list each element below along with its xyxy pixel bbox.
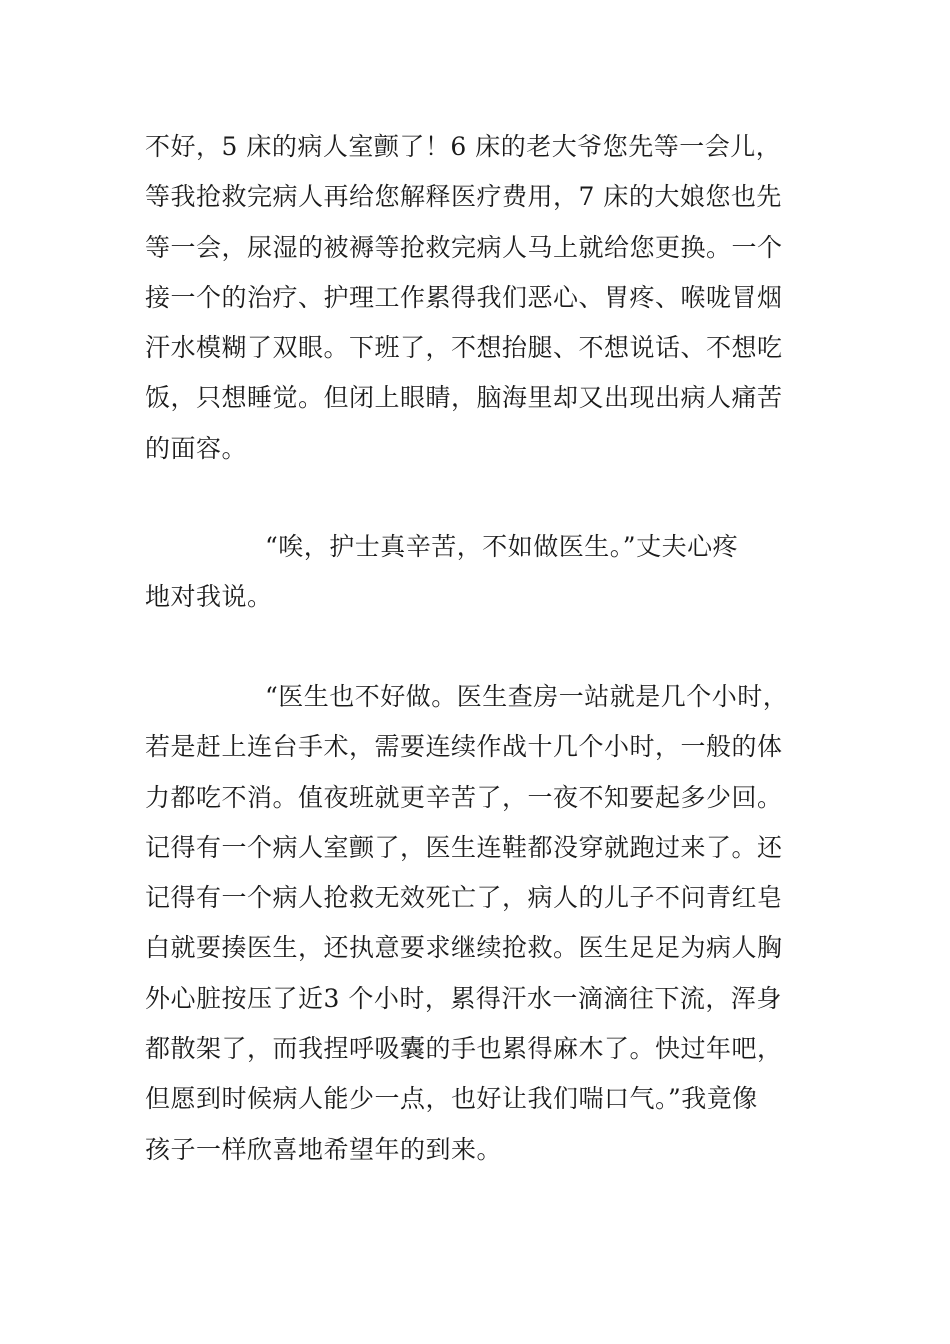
- paragraph-line: 都散架了，而我捏呼吸囊的手也累得麻木了。快过年吧，: [145, 1034, 783, 1064]
- paragraph-line: 记得有一个病人抢救无效死亡了，病人的儿子不问青红皂: [145, 883, 783, 913]
- paragraph-line: 力都吃不消。值夜班就更辛苦了，一夜不知要起多少回。: [145, 782, 783, 812]
- paragraph-line: 不好，5 床的病人室颤了！6 床的老大爷您先等一会儿，: [145, 132, 782, 161]
- paragraph-line: 若是赶上连台手术，需要连续作战十几个小时，一般的体: [145, 732, 783, 762]
- paragraph-line: 汗水模糊了双眼。下班了，不想抬腿、不想说话、不想吃: [145, 333, 783, 363]
- paragraph-line: 但愿到时候病人能少一点，也好让我们喘口气。”我竟像: [145, 1084, 758, 1114]
- paragraph-line: 等一会，尿湿的被褥等抢救完病人马上就给您更换。一个: [145, 232, 783, 262]
- paragraph-2: [145, 522, 835, 623]
- paragraph-line: 饭，只想睡觉。但闭上眼睛，脑海里却又出现出病人痛苦: [145, 383, 783, 413]
- paragraph-line: “唉，护士真辛苦，不如做医生。”丈夫心疼: [265, 532, 739, 561]
- paragraph-line: 地对我说。: [145, 582, 273, 612]
- paragraph-line: “医生也不好做。医生查房一站就是几个小时，: [265, 682, 789, 711]
- paragraph-line: 孩子一样欣喜地希望年的到来。: [145, 1134, 503, 1164]
- paragraph-line: 接一个的治疗、护理工作累得我们恶心、胃疼、喉咙冒烟: [145, 282, 783, 312]
- paragraph-line: 等我抢救完病人再给您解释医疗费用，7 床的大娘您也先: [145, 182, 782, 212]
- paragraph-line: 的面容。: [145, 433, 248, 463]
- paragraph-3: [145, 672, 835, 1175]
- paragraph-line: 白就要揍医生，还执意要求继续抢救。医生足足为病人胸: [145, 933, 783, 963]
- paragraph-line: 记得有一个病人室颤了，医生连鞋都没穿就跑过来了。还: [145, 832, 783, 862]
- paragraph-line: 外心脏按压了近3 个小时，累得汗水一滴滴往下流，浑身: [145, 983, 782, 1013]
- paragraph-1: [145, 122, 835, 474]
